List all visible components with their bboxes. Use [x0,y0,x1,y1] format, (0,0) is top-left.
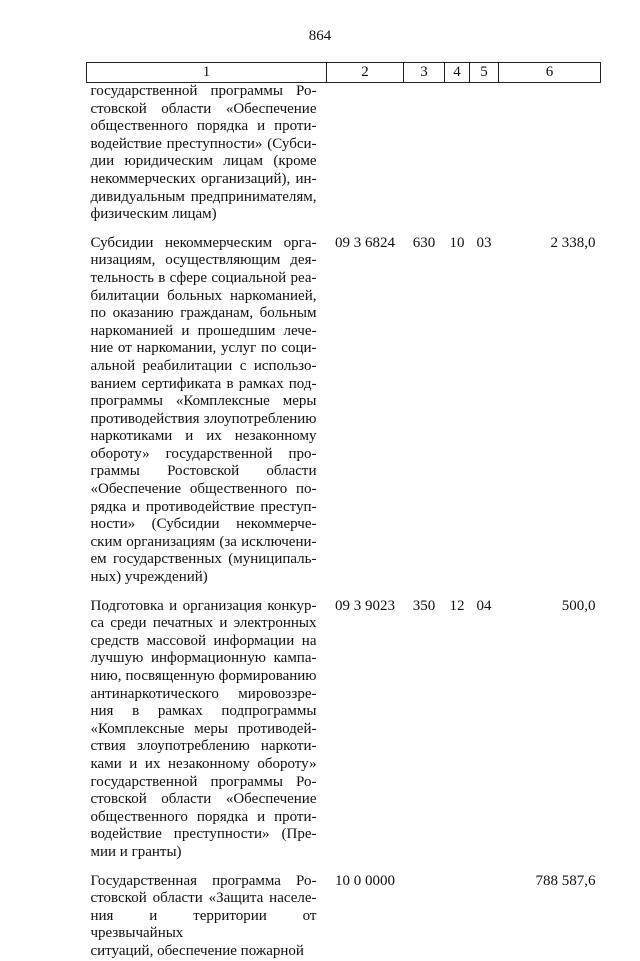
description-line: физическим лицам) [90,206,217,223]
subsection-code [470,862,499,961]
description-line: Подготовка и организация конкур- [90,597,317,614]
target-code: 09 3 9023 [335,597,395,614]
budget-table [86,62,601,961]
subsection-code [470,83,499,224]
row-description [87,862,327,961]
table-row [87,587,601,862]
description-line: ности» (Субсидии некоммерче- [90,516,317,533]
target-code [327,83,404,224]
description-line: ским организациям (за исключени- [90,533,317,550]
description-line: билитации больных наркоманией, [90,287,317,304]
description-line: обороту» государственной про- [90,445,317,462]
description-line: рядка и противодействие преступ- [90,498,317,515]
description-line: государственной программы Ро- [90,773,317,790]
target-code: 10 0 0000 [335,872,395,889]
description-line: некоммерческих организаций), ин- [90,170,317,187]
row-description [87,224,327,587]
description-line: стовской области «Обеспечение [90,791,317,808]
description-line: Государственная программа Ро- [90,872,317,889]
amount: 2 338,0 [550,234,596,251]
amount: 788 587,6 [535,872,596,889]
description-line: антинаркотического мировоззре- [90,685,317,702]
header-col-2: 2 [327,63,404,83]
subsection-code: 04 [476,597,492,614]
table-row [87,83,601,224]
table-row [87,224,601,587]
description-line: водействие преступности» (Пре- [90,826,317,843]
expense-kind [404,862,445,961]
description-line: граммы Ростовской области [90,463,317,480]
description-line: водействие преступности» (Субси- [90,135,317,152]
section-code: 12 [449,597,465,614]
description-line: альной реабилитации с использо- [90,357,317,374]
expense-kind [404,83,445,224]
row-description [87,587,327,862]
description-line: общественного порядка и проти- [90,808,317,825]
description-line: тельность в сфере социальной реа- [90,269,317,286]
header-col-4: 4 [445,63,470,83]
description-line: «Обеспечение общественного по- [90,481,317,498]
section-code [445,83,470,224]
header-col-3: 3 [404,63,445,83]
expense-kind: 630 [412,234,436,251]
description-line: противодействия злоупотреблению [90,410,317,427]
header-col-6: 6 [499,63,601,83]
description-line: ванием сертификата в рамках под- [90,375,317,392]
description-line: ем государственных (муниципаль- [90,551,317,568]
description-line: программы «Комплексные меры [90,393,317,410]
description-line: наркотиками и их незаконному [90,428,317,445]
description-line: ных) учреждений) [90,569,208,586]
description-line: «Комплексные меры противодей- [90,720,317,737]
section-code: 10 [449,234,465,251]
amount [499,83,601,224]
description-line: дии юридическим лицам (кроме [90,153,317,170]
section-code [445,862,470,961]
description-line: ками и их незаконному обороту» [90,755,317,772]
description-line: ния в рамках подпрограммы [90,703,317,720]
description-line: стовской области «Защита населе- [90,890,317,907]
description-line: ситуаций, обеспечение пожарной [90,942,304,959]
target-code: 09 3 6824 [335,234,395,251]
description-line: Субсидии некоммерческим орга- [90,234,317,251]
page-number: 864 [308,28,332,44]
description-line: наркоманией и прошедшим лече- [90,322,317,339]
description-line: са среди печатных и электронных [90,615,317,632]
row-description [87,83,327,224]
description-line: мии и гранты) [90,843,182,860]
description-line: лучшую информационную кампа- [90,650,317,667]
description-line: ствия злоупотреблению наркоти- [90,738,317,755]
description-line: дивидуальным предпринимателям, [90,188,317,205]
description-line: ние от наркомании, услуг по соци- [90,340,317,357]
header-col-1: 1 [87,63,327,83]
subsection-code: 03 [476,234,492,251]
description-line: государственной программы Ро- [90,83,317,99]
header-col-5: 5 [470,63,499,83]
description-line: по оказанию гражданам, больным [90,305,317,322]
amount: 500,0 [561,597,596,614]
table-row [87,862,601,961]
expense-kind: 350 [412,597,436,614]
description-line: средств массовой информации на [90,632,317,649]
description-line: общественного порядка и проти- [90,118,317,135]
description-line: нию, посвященную формированию [90,668,317,684]
header-row [87,63,601,83]
description-line: низациям, осуществляющим дея- [90,252,317,269]
description-line: стовской области «Обеспечение [90,100,317,117]
description-line: ния и территории от чрезвычайных [90,907,317,942]
